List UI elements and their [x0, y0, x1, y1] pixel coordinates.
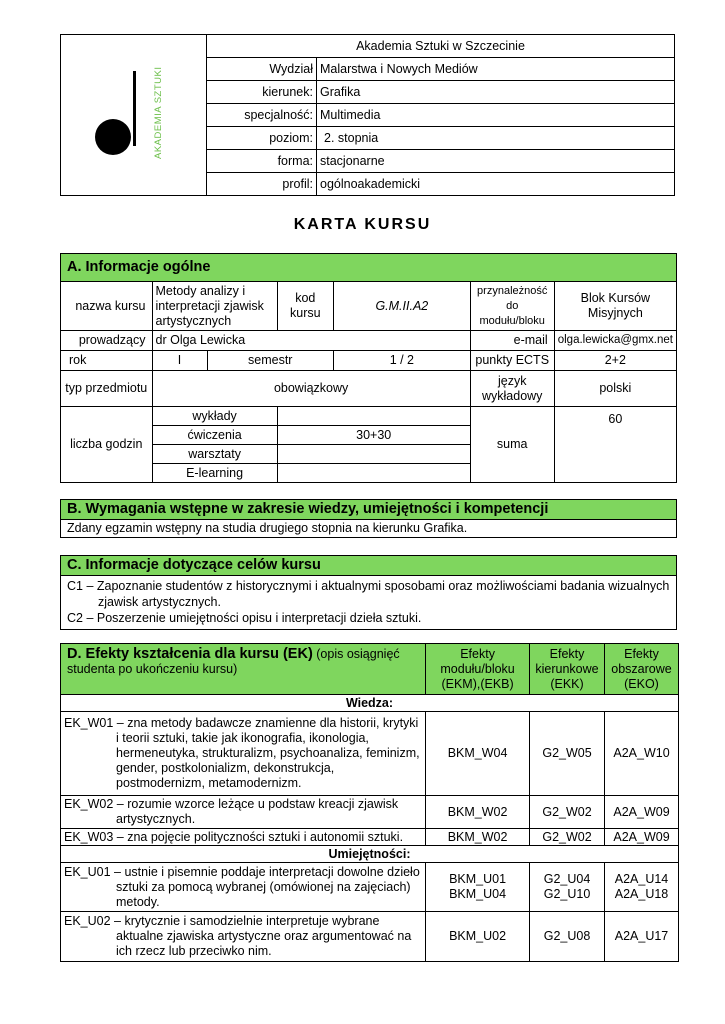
hours-workshop-label: warsztaty	[152, 445, 277, 464]
year-label: rok	[61, 351, 153, 371]
specialty-value: Multimedia	[317, 104, 675, 127]
ects-value: 2+2	[554, 351, 676, 371]
ek-w01-ekm: BKM_W04	[426, 712, 530, 796]
section-b-text: Zdany egzamin wstępny na studia drugiego stopnia na kierunku Grafika.	[61, 520, 677, 538]
ek-w03-ekm: BKM_W02	[426, 829, 530, 846]
header-table	[60, 34, 675, 196]
semester-label: semestr	[207, 351, 333, 371]
hours-workshop-value	[277, 445, 470, 464]
section-a-heading: A. Informacje ogólne	[61, 254, 677, 282]
form-value: stacjonarne	[317, 150, 675, 173]
ek-u01-ekk	[530, 863, 605, 912]
module-value: Blok Kursów Misyjnych	[554, 282, 676, 331]
course-name-label: nazwa kursu	[61, 282, 153, 331]
field-value: Grafika	[317, 81, 675, 104]
faculty-label: Wydział	[207, 58, 317, 81]
col-eko-header: Efekty obszarowe (EKO)	[605, 644, 679, 695]
ek-w02-ekk: G2_W02	[530, 796, 605, 829]
section-c-table	[60, 555, 677, 630]
ek-u01-text: EK_U01 – ustnie i pisemnie poddaje interpretacji dowolne dzieło sztuki za pomocą wybranej (omówionej na zajęciach) metody.	[61, 863, 426, 912]
ek-u01-ekk-1: G2_U04	[543, 872, 591, 886]
wiedza-label: Wiedza:	[61, 695, 679, 712]
language-value: polski	[554, 371, 676, 407]
ek-u01-ekk-2: G2_U10	[543, 887, 591, 901]
faculty-value: Malarstwa i Nowych Mediów	[317, 58, 675, 81]
profile-value: ogólnoakademicki	[317, 173, 675, 196]
hours-exercise-value: 30+30	[277, 426, 470, 445]
hours-exercise-label: ćwiczenia	[152, 426, 277, 445]
ek-u01-eko	[605, 863, 679, 912]
course-name-value: Metody analizy i interpretacji zjawisk artystycznych	[152, 282, 277, 331]
year-value: I	[152, 351, 207, 371]
ek-u01-ekm	[426, 863, 530, 912]
col-ekm-header: Efekty modułu/bloku (EKM),(EKB)	[426, 644, 530, 695]
ek-u02-eko: A2A_U17	[605, 912, 679, 962]
ek-u01-eko-2: A2A_U18	[614, 887, 669, 901]
section-b-table	[60, 499, 677, 538]
ek-u02-ekm: BKM_U02	[426, 912, 530, 962]
ek-u01-ekm-1: BKM_U01	[449, 872, 507, 886]
institution-name: Akademia Sztuki w Szczecinie	[207, 35, 675, 58]
goal-c1: C1 – Zapoznanie studentów z historycznymi i aktualnymi sposobami oraz możliwościami badania wizualnych zjawisk artystycznych.	[67, 579, 670, 609]
ek-w03-eko: A2A_W09	[605, 829, 679, 846]
col-ekk-header: Efekty kierunkowe (EKK)	[530, 644, 605, 695]
hours-elearning-label: E-learning	[152, 464, 277, 483]
level-label: poziom:	[207, 127, 317, 150]
form-label: forma:	[207, 150, 317, 173]
section-d-title: D. Efekty kształcenia dla kursu (EK)	[67, 646, 313, 662]
profile-label: profil:	[207, 173, 317, 196]
sum-label: suma	[470, 407, 554, 483]
ek-u01-eko-1: A2A_U14	[614, 872, 669, 886]
email-value: olga.lewicka@gmx.net	[554, 331, 676, 351]
ek-w03-ekk: G2_W02	[530, 829, 605, 846]
section-a-table	[60, 253, 677, 483]
field-label: kierunek:	[207, 81, 317, 104]
umiejetnosci-label: Umiejętności:	[61, 846, 679, 863]
academy-logo	[93, 66, 173, 171]
section-d-table	[60, 643, 679, 962]
type-label: typ przedmiotu	[61, 371, 153, 407]
specialty-label: specjalność:	[207, 104, 317, 127]
section-b-heading: B. Wymagania wstępne w zakresie wiedzy, umiejętności i kompetencji	[61, 500, 677, 520]
ek-u02-ekk: G2_U08	[530, 912, 605, 962]
module-label: przynależność do modułu/bloku	[470, 282, 554, 331]
type-value: obowiązkowy	[152, 371, 470, 407]
ek-w01-text: EK_W01 – zna metody badawcze znamienne dla historii, krytyki i teorii sztuki, takie jak ikonografia, ikonologia, hermeneutyka, strukturalizm, psychoanaliza, feminizm, gender, postkolonializm, dekonstrukcja, postmodernizm, metamodernizm.	[61, 712, 426, 796]
hours-lecture-label: wykłady	[152, 407, 277, 426]
language-label: język wykładowy	[470, 371, 554, 407]
ek-u01-ekm-2: BKM_U04	[449, 887, 507, 901]
section-d-note: (opis osiągnięć studenta po ukończeniu kursu)	[67, 647, 400, 676]
level-value: 2. stopnia	[317, 127, 675, 150]
ek-u02-text: EK_U02 – krytycznie i samodzielnie interpretuje wybrane aktualne zjawiska artystyczne oraz argumentować na ich rzecz lub przeciwko nim.	[61, 912, 426, 962]
ek-w02-ekm: BKM_W02	[426, 796, 530, 829]
lecturer-value: dr Olga Lewicka	[152, 331, 470, 351]
ek-w02-eko: A2A_W09	[605, 796, 679, 829]
sum-value: 60	[554, 407, 676, 483]
section-c-body	[61, 576, 677, 630]
course-code-label: kod kursu	[277, 282, 333, 331]
email-label: e-mail	[470, 331, 554, 351]
lecturer-label: prowadzący	[61, 331, 153, 351]
ek-w01-ekk: G2_W05	[530, 712, 605, 796]
logo-cell	[61, 35, 207, 196]
ek-w02-text: EK_W02 – rozumie wzorce leżące u podstaw kreacji zjawisk artystycznych.	[61, 796, 426, 829]
hours-elearning-value	[277, 464, 470, 483]
ects-label: punkty ECTS	[470, 351, 554, 371]
page-title: KARTA KURSU	[293, 216, 432, 233]
section-d-heading	[61, 644, 426, 695]
ek-w03-text: EK_W03 – zna pojęcie polityczności sztuki i autonomii sztuki.	[61, 829, 426, 846]
hours-lecture-value	[277, 407, 470, 426]
course-code-value: G.M.II.A2	[333, 282, 470, 331]
ek-w01-eko: A2A_W10	[605, 712, 679, 796]
section-c-heading: C. Informacje dotyczące celów kursu	[61, 556, 677, 576]
semester-value: 1 / 2	[333, 351, 470, 371]
logo-text: AKADEMIA SZTUKI	[153, 66, 164, 159]
goal-c2: C2 – Poszerzenie umiejętności opisu i interpretacji dzieła sztuki.	[67, 611, 422, 625]
hours-label: liczba godzin	[61, 407, 153, 483]
